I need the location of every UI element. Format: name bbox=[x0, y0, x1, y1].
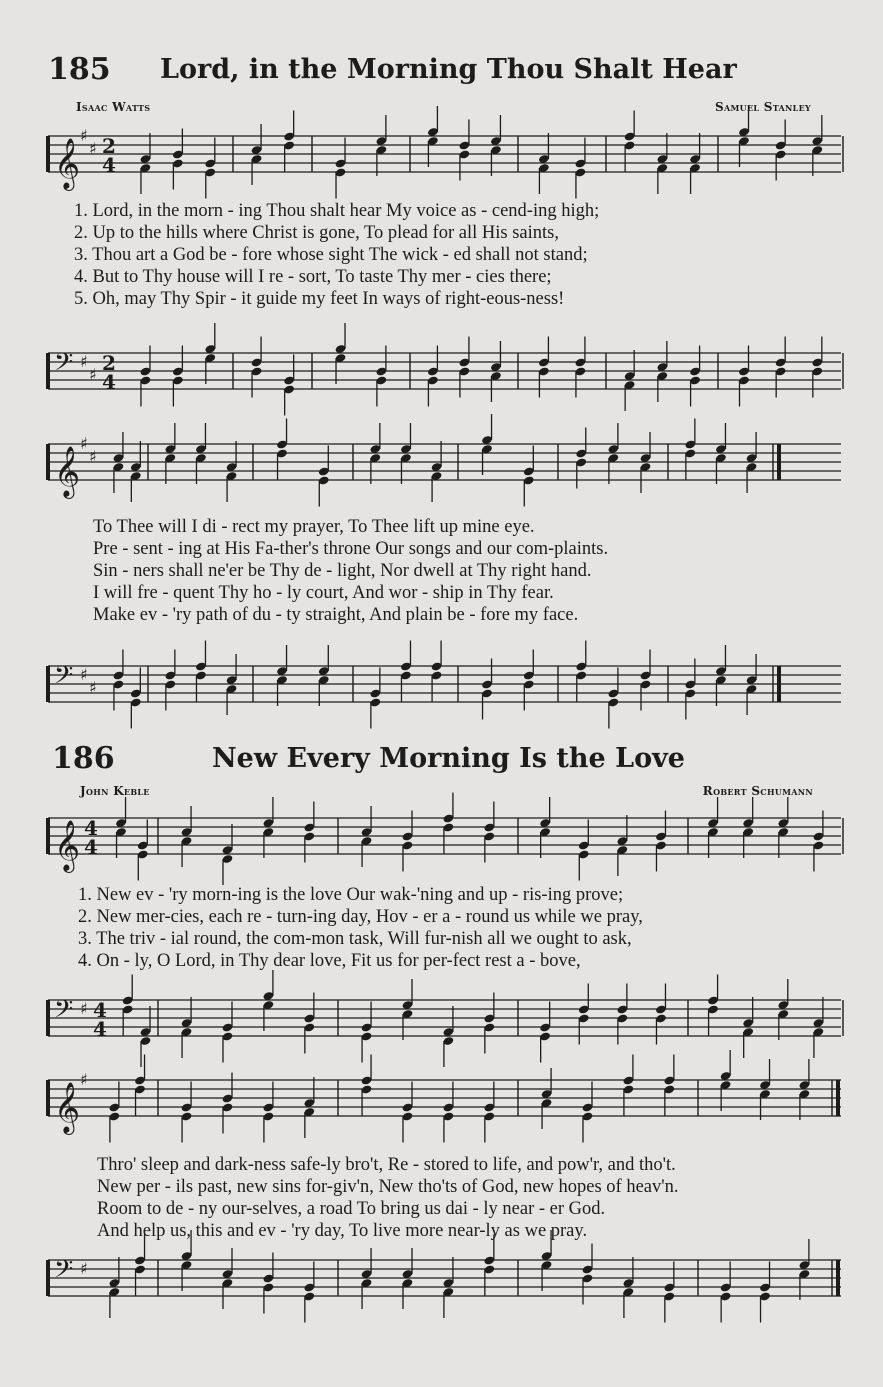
time-signature-bottom: 4 bbox=[102, 370, 116, 394]
verse-lyrics bbox=[93, 516, 608, 626]
lyric-line: Sin - ners shall ne'er be Thy de - light, Nor dwell at Thy right hand. bbox=[93, 561, 592, 581]
hymn-number: 186 bbox=[52, 741, 115, 776]
sharp-icon: ♯ bbox=[89, 678, 97, 697]
bass-staff bbox=[48, 1252, 841, 1312]
lyric-line: 3. Thou art a God be - fore whose sight The wick - ed shall not stand; bbox=[74, 245, 588, 265]
bass-clef-icon: 𝄢 bbox=[54, 995, 74, 1030]
hymn-number: 185 bbox=[48, 52, 111, 87]
lyric-line: I will fre - quent Thy ho - ly court, And wor - ship in Thy fear. bbox=[93, 583, 554, 603]
sharp-icon: ♯ bbox=[80, 1259, 88, 1278]
words-credit: John Keble bbox=[80, 784, 150, 798]
sharp-icon: ♯ bbox=[80, 1070, 88, 1089]
lyric-line: New per - ils past, new sins for-giv'n, New tho'ts of God, new hopes of heav'n. bbox=[97, 1177, 679, 1197]
sharp-icon: ♯ bbox=[80, 434, 88, 453]
treble-clef-icon: 𝄞 bbox=[54, 446, 81, 497]
bass-clef-icon: 𝄢 bbox=[54, 661, 74, 696]
time-signature-bottom: 4 bbox=[84, 835, 98, 859]
treble-staff bbox=[48, 128, 841, 188]
sharp-icon: ♯ bbox=[89, 365, 97, 384]
lyric-line: 1. New ev - 'ry morn-ing is the love Our wak-'ning and up - ris-ing prove; bbox=[78, 885, 624, 905]
hymn-title: Lord, in the Morning Thou Shalt Hear bbox=[160, 54, 737, 85]
treble-clef-icon: 𝄞 bbox=[54, 138, 81, 189]
words-credit: Isaac Watts bbox=[76, 100, 151, 114]
treble-clef-icon: 𝄞 bbox=[54, 1082, 81, 1133]
hymn-title: New Every Morning Is the Love bbox=[212, 743, 685, 774]
time-signature-bottom: 4 bbox=[93, 1017, 107, 1041]
lyric-line: 3. The triv - ial round, the com-mon task, Will fur-nish all we ought to ask, bbox=[78, 929, 632, 949]
bass-staff bbox=[48, 345, 841, 405]
sharp-icon: ♯ bbox=[80, 352, 88, 371]
sharp-icon: ♯ bbox=[80, 665, 88, 684]
time-signature-top: 2 bbox=[102, 134, 116, 158]
lyric-line: 1. Lord, in the morn - ing Thou shalt hear My voice as - cend-ing high; bbox=[74, 201, 600, 221]
time-signature-top: 2 bbox=[102, 351, 116, 375]
lyric-line: To Thee will I di - rect my prayer, To Thee lift up mine eye. bbox=[93, 517, 535, 537]
verse-lyrics bbox=[78, 884, 643, 972]
time-signature-top: 4 bbox=[84, 816, 98, 840]
verse-lyrics bbox=[97, 1154, 678, 1242]
sharp-icon: ♯ bbox=[80, 999, 88, 1018]
lyric-line: 4. But to Thy house will I re - sort, To taste Thy mer - cies there; bbox=[74, 267, 552, 287]
lyric-line: Pre - sent - ing at His Fa-ther's throne Our songs and our com-plaints. bbox=[93, 539, 609, 559]
sharp-icon: ♯ bbox=[89, 447, 97, 466]
time-signature-bottom: 4 bbox=[102, 153, 116, 177]
music-credit: Samuel Stanley bbox=[715, 100, 811, 114]
sharp-icon: ♯ bbox=[89, 139, 97, 158]
treble-staff bbox=[48, 436, 841, 496]
time-signature-top: 4 bbox=[93, 998, 107, 1022]
bass-staff bbox=[48, 658, 841, 718]
bass-clef-icon: 𝄢 bbox=[54, 1255, 74, 1290]
lyric-line: 5. Oh, may Thy Spir - it guide my feet In ways of right-eous-ness! bbox=[74, 289, 565, 309]
lyric-line: Room to de - ny our-selves, a road To bring us dai - ly near - er God. bbox=[97, 1199, 606, 1219]
sharp-icon: ♯ bbox=[80, 126, 88, 145]
lyric-line: Thro' sleep and dark-ness safe-ly bro't, Re - stored to life, and pow'r, and tho't. bbox=[97, 1155, 676, 1175]
lyric-line: And help us, this and ev - 'ry day, To live more near-ly as we pray. bbox=[97, 1221, 588, 1241]
lyric-line: 4. On - ly, O Lord, in Thy dear love, Fit us for per-fect rest a - bove, bbox=[78, 951, 581, 971]
bass-staff bbox=[48, 992, 841, 1052]
lyric-line: 2. New mer-cies, each re - turn-ing day, Hov - er a - round us while we pray, bbox=[78, 907, 643, 927]
music-credit: Robert Schumann bbox=[702, 784, 813, 798]
verse-lyrics bbox=[74, 200, 599, 310]
treble-staff bbox=[48, 810, 841, 870]
lyric-line: Make ev - 'ry path of du - ty straight, And plain be - fore my face. bbox=[93, 605, 579, 625]
treble-staff bbox=[48, 1072, 841, 1132]
lyric-line: 2. Up to the hills where Christ is gone, To plead for all His saints, bbox=[74, 223, 559, 243]
bass-clef-icon: 𝄢 bbox=[54, 348, 74, 383]
treble-clef-icon: 𝄞 bbox=[54, 820, 81, 871]
